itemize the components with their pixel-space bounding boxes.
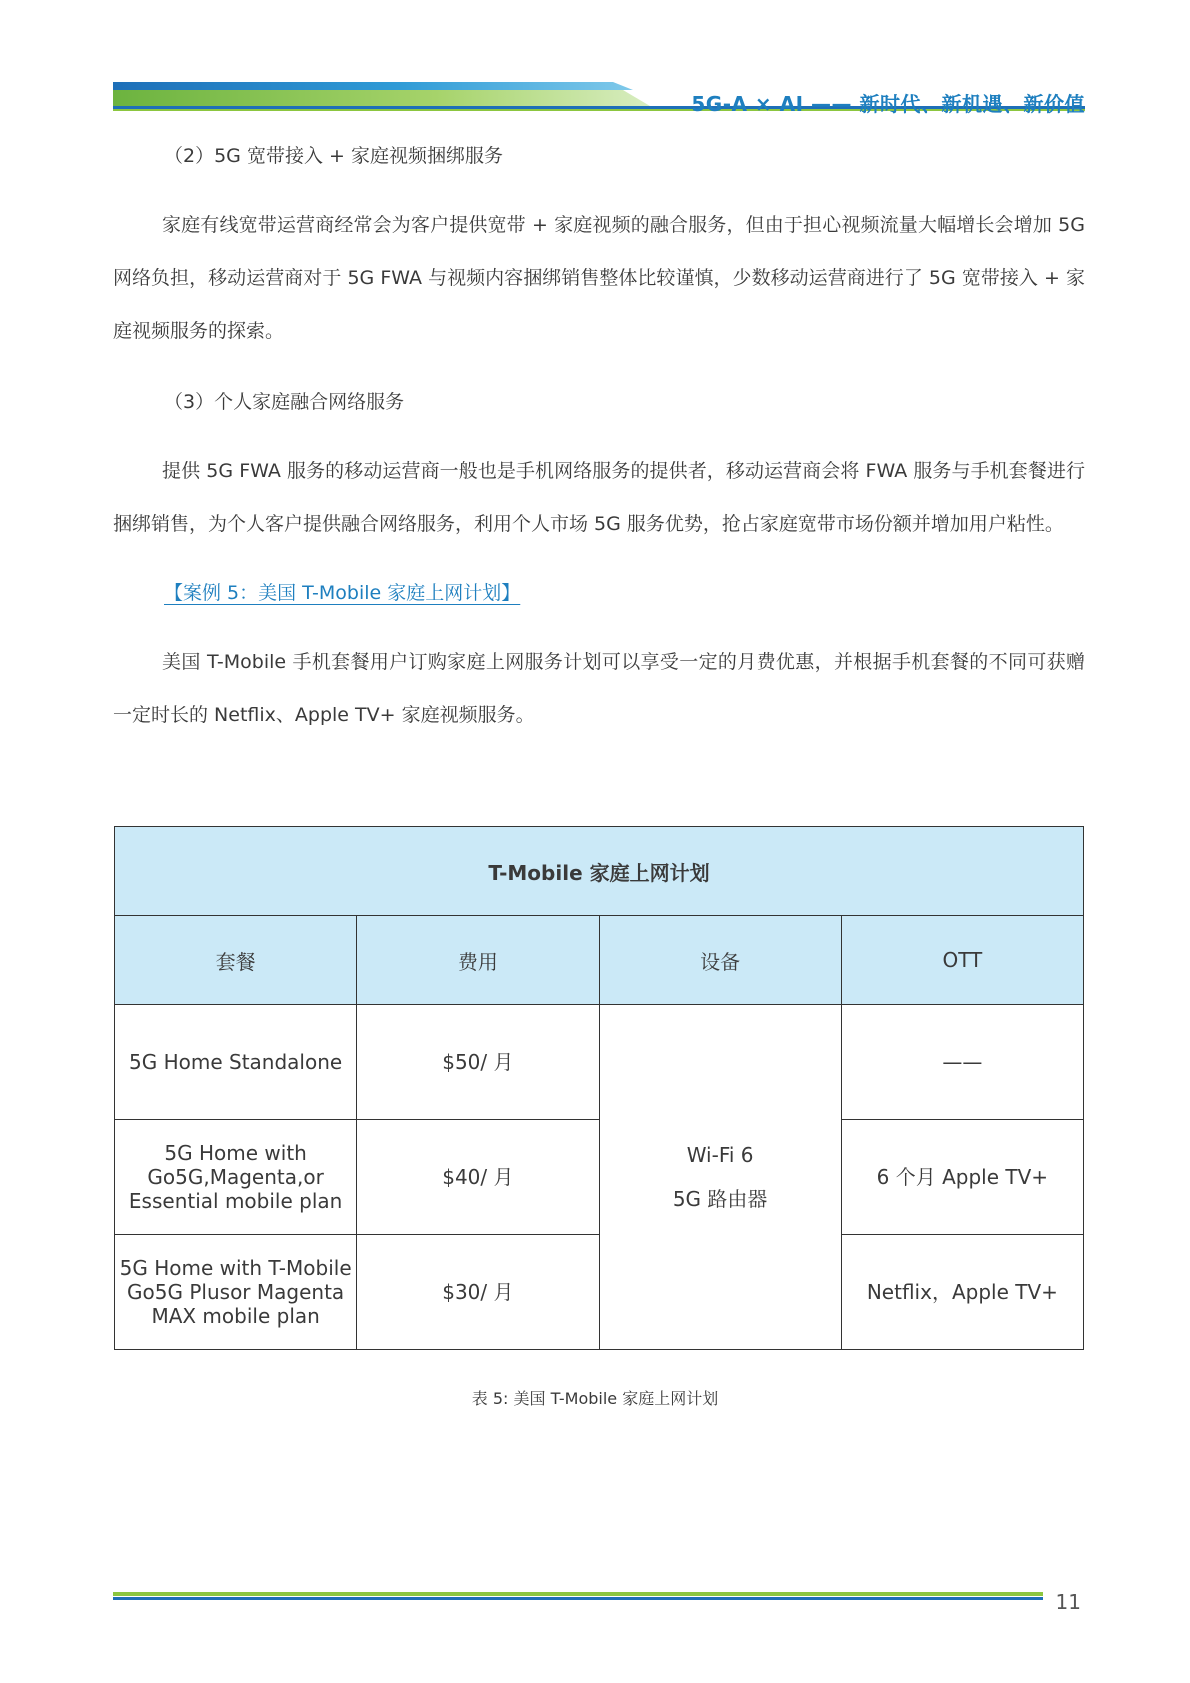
column-header-plan: 套餐 bbox=[115, 916, 357, 1005]
column-header-device: 设备 bbox=[599, 916, 841, 1005]
fee-cell: $50/ 月 bbox=[357, 1005, 599, 1120]
plan-table bbox=[114, 826, 1084, 1350]
ott-cell: Netflix，Apple TV+ bbox=[841, 1235, 1083, 1350]
plan-cell: 5G Home with Go5G,Magenta,or Essential mobile plan bbox=[115, 1120, 357, 1235]
case-paragraph: 美国 T-Mobile 手机套餐用户订购家庭上网服务计划可以享受一定的月费优惠，并根据手机套餐的不同可获赠一定时长的 Netflix、Apple TV+ 家庭视频服务。 bbox=[113, 651, 1085, 726]
section-paragraph-2: 家庭有线宽带运营商经常会为客户提供宽带 + 家庭视频的融合服务，但由于担心视频流量大幅增长会增加 5G 网络负担，移动运营商对于 5G FWA 与视频内容捆绑销售整体比较谨慎，少数移动运营商进行了 5G 宽带接入 + 家庭视频服务的探索。 bbox=[113, 214, 1085, 342]
device-line-2: 5G 路由器 bbox=[672, 1187, 768, 1211]
page-number: 11 bbox=[1055, 1590, 1081, 1614]
case-heading-text: 【案例 5：美国 T-Mobile 家庭上网计划】 bbox=[164, 582, 521, 604]
column-header-fee: 费用 bbox=[357, 916, 599, 1005]
page-footer bbox=[113, 1590, 1085, 1620]
header-title: 5G-A × AI —— 新时代、新机遇、新价值 bbox=[691, 92, 1085, 116]
page-header bbox=[113, 82, 1085, 116]
table-row bbox=[115, 1005, 1084, 1120]
fee-cell: $30/ 月 bbox=[357, 1235, 599, 1350]
table-header-row bbox=[115, 916, 1084, 1005]
table-title: T-Mobile 家庭上网计划 bbox=[115, 827, 1084, 916]
ott-cell: 6 个月 Apple TV+ bbox=[841, 1120, 1083, 1235]
section-heading-2: （2）5G 宽带接入 + 家庭视频捆绑服务 bbox=[164, 145, 503, 167]
case-heading bbox=[113, 567, 1085, 620]
plan-cell: 5G Home Standalone bbox=[115, 1005, 357, 1120]
device-cell bbox=[599, 1005, 841, 1350]
document-body bbox=[113, 130, 1085, 742]
footer-rule-graphic bbox=[113, 1590, 1043, 1604]
column-header-ott: OTT bbox=[841, 916, 1083, 1005]
section-heading-3: （3）个人家庭融合网络服务 bbox=[164, 391, 405, 413]
table-caption: 表 5: 美国 T-Mobile 家庭上网计划 bbox=[471, 1389, 719, 1408]
fee-cell: $40/ 月 bbox=[357, 1120, 599, 1235]
plan-cell: 5G Home with T-Mobile Go5G Plusor Magenta MAX mobile plan bbox=[115, 1235, 357, 1350]
ott-cell: —— bbox=[841, 1005, 1083, 1120]
device-line-1: Wi-Fi 6 bbox=[686, 1143, 754, 1167]
section-paragraph-3: 提供 5G FWA 服务的移动运营商一般也是手机网络服务的提供者，移动运营商会将 FWA 服务与手机套餐进行捆绑销售，为个人客户提供融合网络服务，利用个人市场 5G 服务优势，抢占家庭宽带市场份额并增加用户粘性。 bbox=[113, 460, 1085, 535]
